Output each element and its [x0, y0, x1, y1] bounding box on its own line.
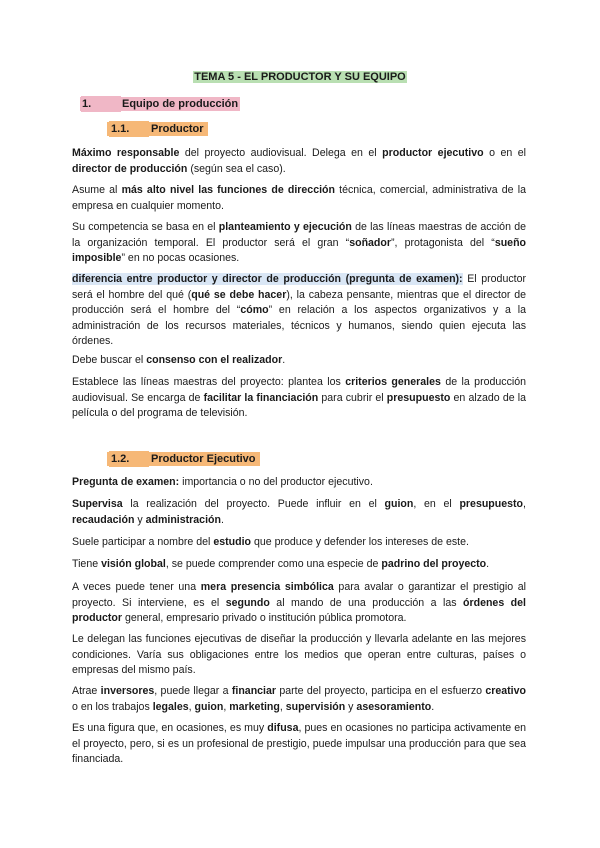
paragraph: Le delegan las funciones ejecutivas de diseñar la producción y llevarla adelante en las mejores condiciones. Varía sus obligaciones entre los medios que operan entre culturas, países o empresas del mismo país.: [72, 633, 526, 676]
paragraph: Establece las líneas maestras del proyecto: plantea los criterios generales de la producción audiovisual. Se encarga de facilitar la financiación para cubrir el presupuesto en alzado de la película o del programa de televisión.: [72, 376, 526, 419]
paragraph: Pregunta de examen: importancia o no del productor ejecutivo.: [72, 476, 373, 488]
paragraph: Tiene visión global, se puede comprender como una especie de padrino del proyecto.: [72, 558, 490, 570]
subsection-heading-1-2: 1.2. Productor Ejecutivo: [107, 451, 260, 467]
paragraph: Máximo responsable del proyecto audiovisual. Delega en el productor ejecutivo o en el director de producción (según sea el caso).: [72, 147, 527, 175]
paragraph: Es una figura que, en ocasiones, es muy difusa, pues en ocasiones no participa activamente en el proyecto, pero, si es un profesional de prestigio, puede impulsar una producción para que sea financiada.: [72, 722, 527, 765]
subsection-heading-1-1: 1.1. Productor: [107, 121, 208, 137]
paragraph: Atrae inversores, puede llegar a financiar parte del proyecto, participa en el esfuerzo creativo o en los trabajos legales, guion, marketing, supervisión y asesoramiento.: [72, 685, 526, 713]
paragraph: Asume al más alto nivel las funciones de dirección técnica, comercial, administrativa de la empresa en cualquier momento.: [72, 184, 526, 212]
paragraph: Su competencia se basa en el planteamiento y ejecución de las líneas maestras de acción de la organización temporal. El productor será el gran “soñador”, protagonista del “sueño imposible” en no pocas ocasiones.: [72, 221, 527, 264]
section-heading-1: 1. Equipo de producción: [82, 98, 239, 110]
paragraph: Debe buscar el consenso con el realizador.: [72, 354, 286, 366]
paragraph: diferencia entre productor y director de producción (pregunta de examen): El productor será el hombre del qué (qué se debe hacer), la cabeza pensante, mientras que el director de producción será el hombre del “cómo” en relación a los aspectos organizativos y a la administración de los recursos materiales, técnicos y humanos, siendo quien ejecuta las órdenes.: [72, 273, 526, 347]
paragraph: Supervisa la realización del proyecto. Puede influir en el guion, en el presupuesto, recaudación y administración.: [72, 498, 526, 526]
paragraph: A veces puede tener una mera presencia simbólica para avalar o garantizar el prestigio al proyecto. Si interviene, es el segundo al mando de una producción a las órdenes del productor general, empresario privado o institución pública promotora.: [72, 581, 527, 624]
document-title: TEMA 5 - EL PRODUCTOR Y SU EQUIPO: [194, 71, 406, 83]
paragraph: Suele participar a nombre del estudio que produce y defender los intereses de este.: [72, 536, 469, 548]
